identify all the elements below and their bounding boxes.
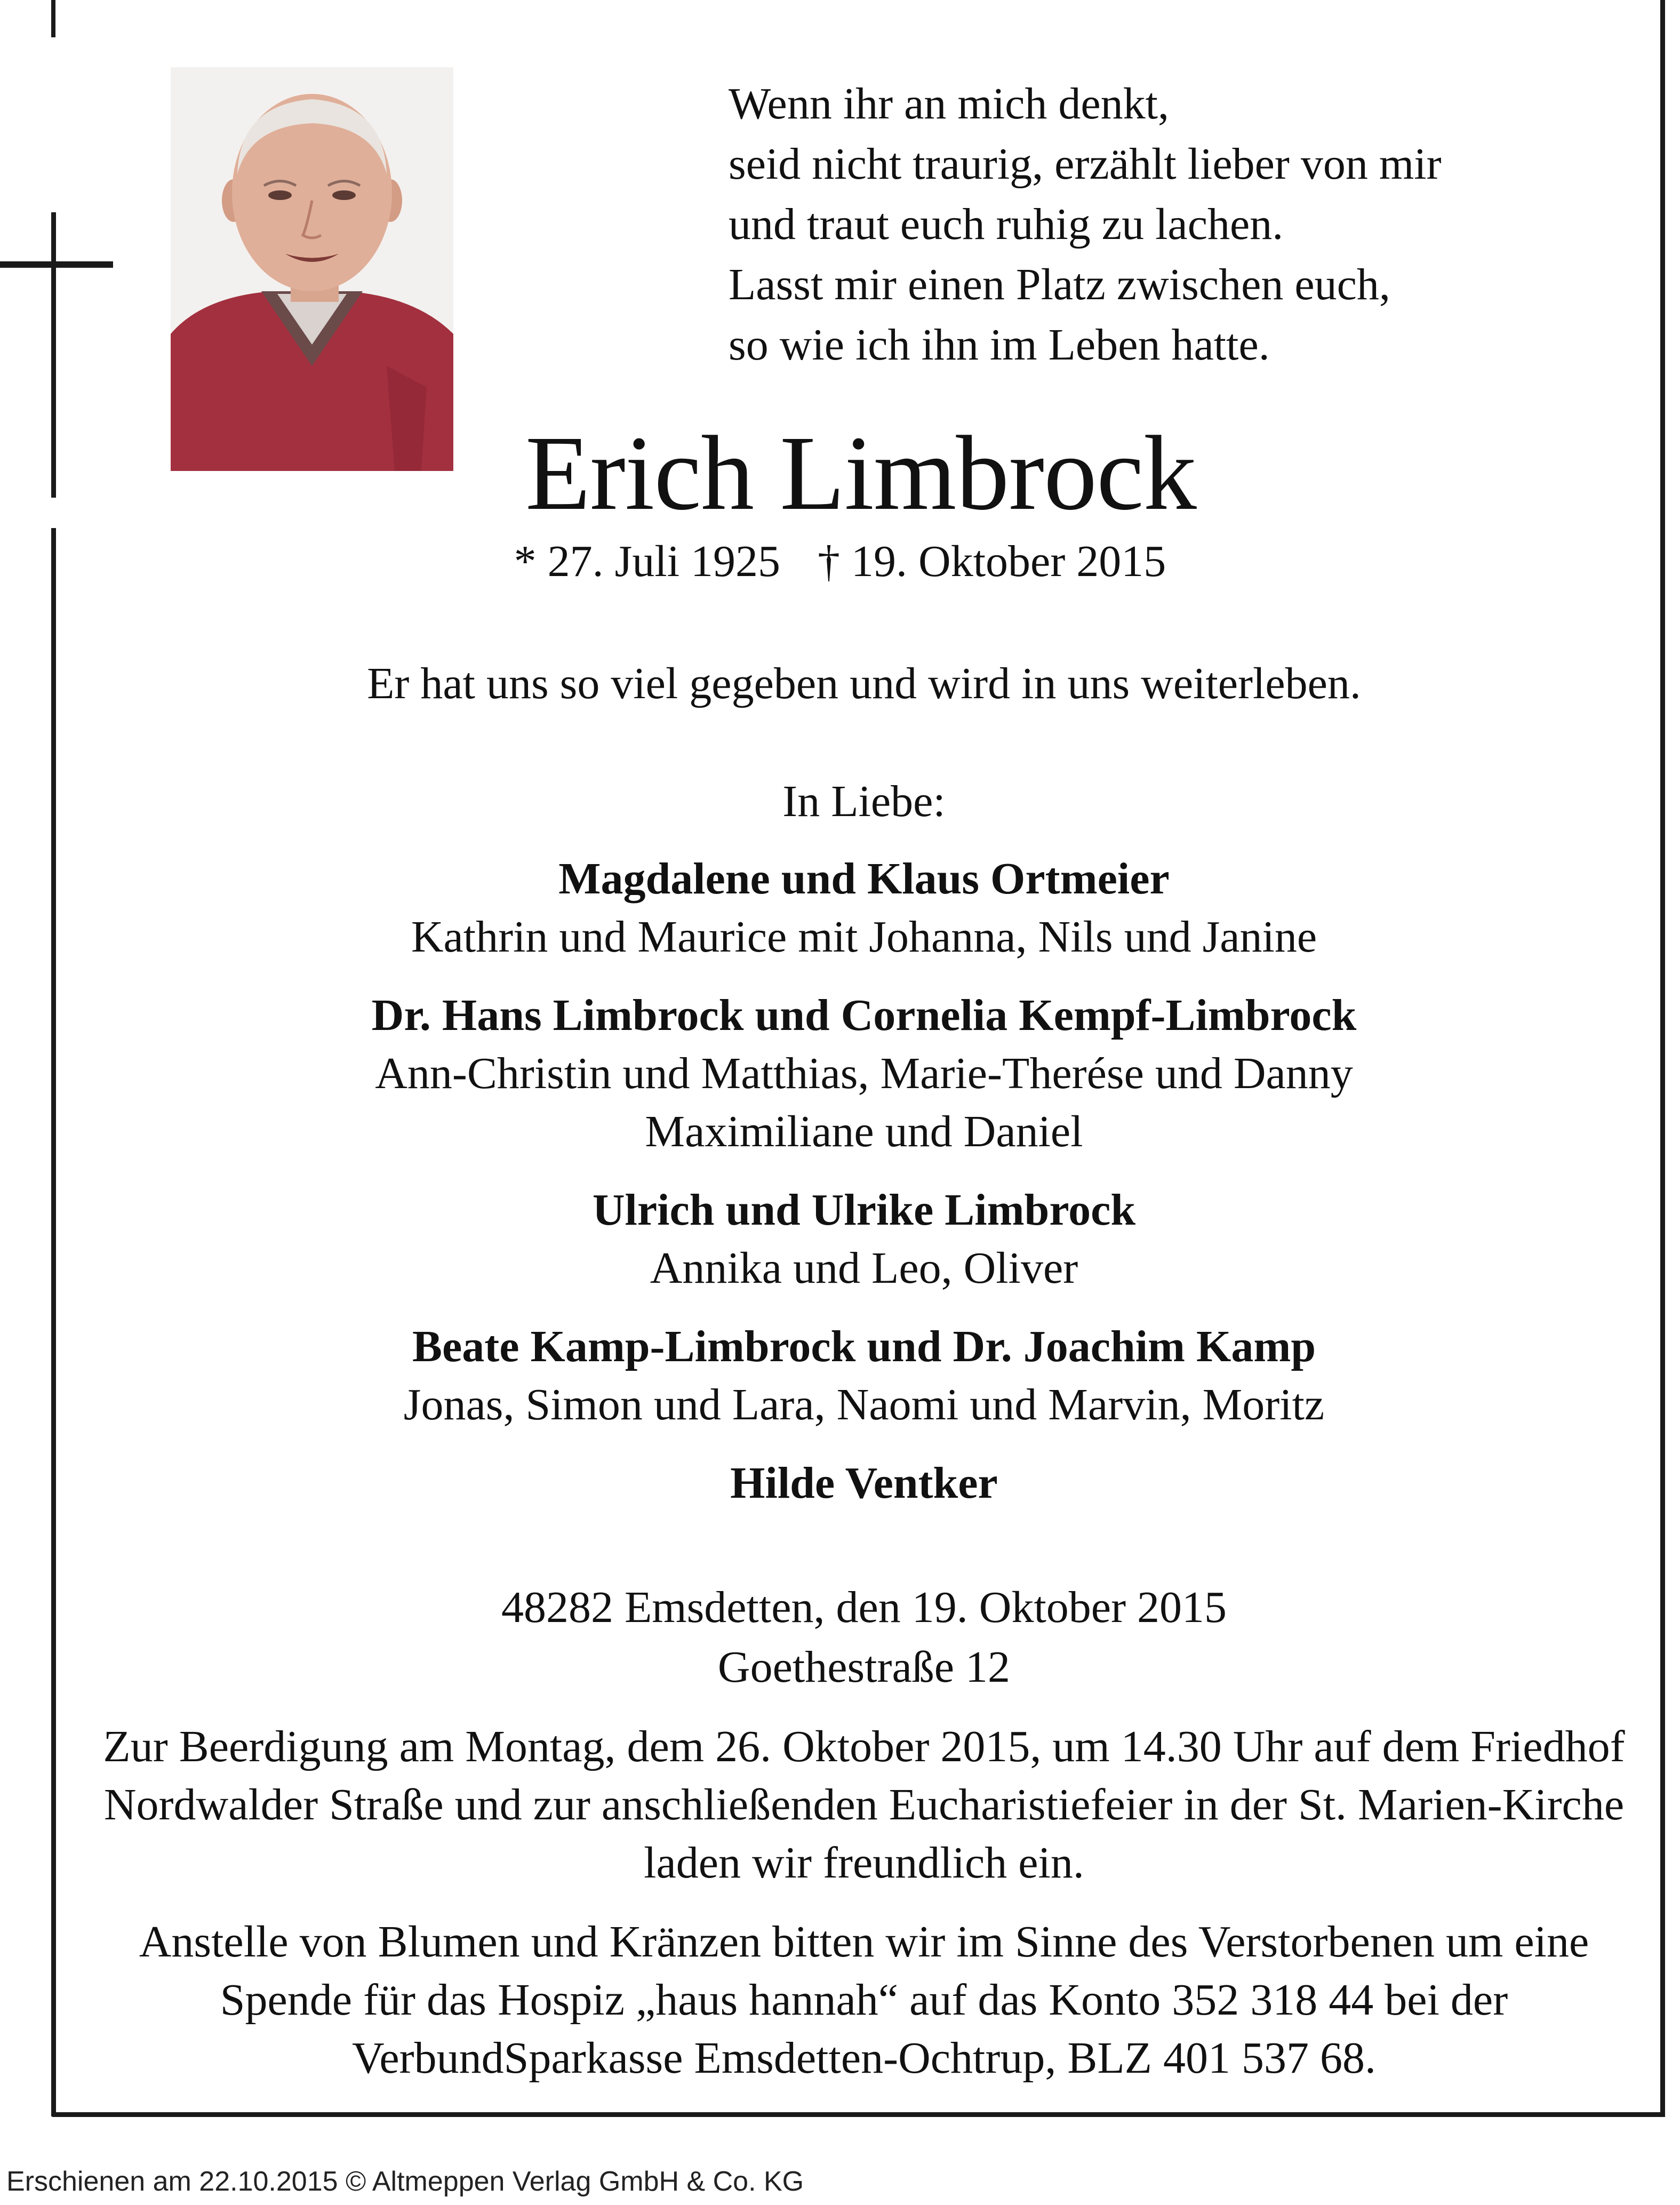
funeral-line: Zur Beerdigung am Montag, dem 26. Oktober 2015, um 14.30 Uhr auf dem Friedhof [103, 1722, 1625, 1771]
tagline: Er hat uns so viel gegeben und wird in uns weiterleben. [367, 659, 1361, 708]
family-head: Hilde Ventker [730, 1458, 998, 1508]
family-group [64, 1181, 1664, 1297]
family-group [64, 850, 1664, 966]
poem-line: Wenn ihr an mich denkt, [729, 79, 1170, 129]
family-group [64, 986, 1664, 1161]
place-and-date [64, 1578, 1664, 1697]
publication-footer: Erschienen am 22.10.2015 © Altmeppen Verlag GmbH & Co. KG [6, 2166, 804, 2197]
family-members: Annika und Leo, Oliver [650, 1243, 1078, 1293]
poem-line: seid nicht traurig, erzählt lieber von mir [729, 139, 1442, 189]
street-address: Goethestraße 12 [717, 1642, 1011, 1692]
frame-left-top-line [51, 0, 55, 37]
family-group [64, 1317, 1664, 1434]
christian-cross-icon [0, 212, 113, 498]
family-members: Jonas, Simon und Lara, Naomi und Marvin, Moritz [403, 1380, 1325, 1429]
family-members: Kathrin und Maurice mit Johanna, Nils und Janine [411, 912, 1317, 962]
cross-vertical-bar [51, 212, 56, 498]
portrait-photo [171, 67, 453, 471]
poem [729, 74, 1635, 375]
poem-line: und traut euch ruhig zu lachen. [729, 199, 1284, 249]
family-head: Magdalene und Klaus Ortmeier [558, 854, 1170, 904]
donation-line: Anstelle von Blumen und Kränzen bitten wir im Sinne des Verstorbenen um eine [139, 1917, 1589, 1967]
family-list [64, 850, 1664, 1532]
funeral-line: Nordwalder Straße und zur anschließenden Eucharistiefeier in der St. Marien-Kirche [103, 1780, 1625, 1829]
poem-line: so wie ich ihn im Leben hatte. [729, 320, 1270, 370]
funeral-notice [64, 1717, 1664, 1892]
family-head: Ulrich und Ulrike Limbrock [592, 1185, 1136, 1235]
donation-line: Spende für das Hospiz „haus hannah“ auf das Konto 352 318 44 bei der [220, 1975, 1508, 2025]
city-date: 48282 Emsdetten, den 19. Oktober 2015 [501, 1583, 1227, 1632]
poem-line: Lasst mir einen Platz zwischen euch, [729, 260, 1390, 309]
in-love-heading: In Liebe: [782, 777, 946, 826]
funeral-line: laden wir freundlich ein. [644, 1838, 1084, 1888]
death-date: † 19. Oktober 2015 [818, 537, 1166, 586]
frame-bottom-line [52, 2112, 1665, 2117]
family-head: Beate Kamp-Limbrock und Dr. Joachim Kamp [412, 1322, 1316, 1371]
cross-horizontal-bar [0, 261, 113, 268]
donation-line: VerbundSparkasse Emsdetten-Ochtrup, BLZ 401 537 68. [352, 2033, 1376, 2083]
family-head: Dr. Hans Limbrock und Cornelia Kempf-Limbrock [371, 990, 1357, 1040]
donation-notice [64, 1913, 1664, 2087]
family-members: Ann-Christin und Matthias, Marie-Therése und Danny [375, 1049, 1353, 1098]
birth-date: * 27. Juli 1925 [514, 537, 781, 586]
family-members: Maximiliane und Daniel [645, 1107, 1083, 1156]
frame-left-line [51, 528, 56, 2116]
family-group [64, 1454, 1664, 1512]
portrait-illustration [171, 67, 453, 471]
life-dates [0, 535, 1680, 588]
deceased-name: Erich Limbrock [525, 414, 1196, 532]
